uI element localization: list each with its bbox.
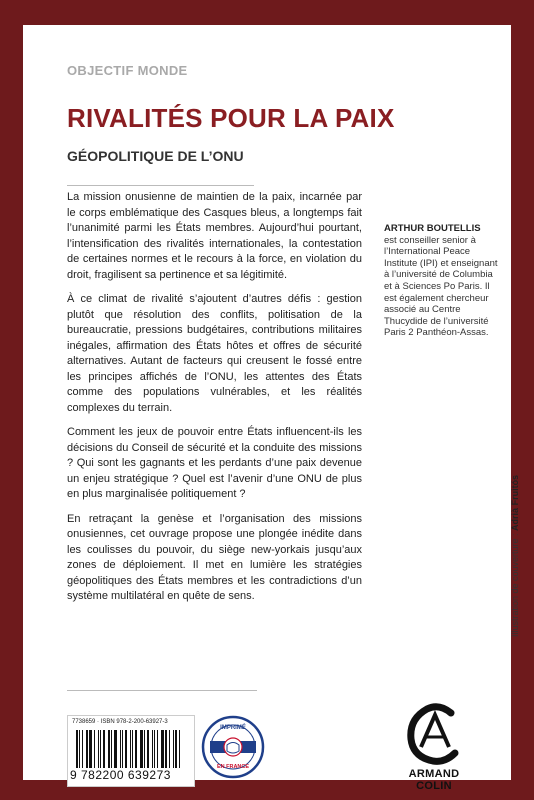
blurb (67, 190, 362, 614)
cover-credit (510, 475, 520, 637)
barcode-bar (161, 730, 164, 768)
series-name: OBJECTIF MONDE (67, 63, 188, 78)
barcode-bar (122, 730, 123, 768)
barcode-bar (147, 730, 149, 768)
barcode-bar (100, 730, 101, 768)
badge-bottom-text: EN FRANCE (216, 764, 250, 770)
blurb-paragraph: La mission onusienne de maintien de la paix, incarnée par le corps emblématique des Casques bleus, a longtemps fait l’unanimité parmi les États membres. Aujourd’hui pourtant, l’intensification des rivalités internationales, la contestation de certaines normes et le recours à la force, en violation du droit, fragilisent sa pertinence et sa légitimité. (67, 191, 362, 281)
barcode-bar (154, 730, 155, 768)
author-bio (384, 223, 499, 339)
barcode-bar (144, 730, 145, 768)
barcode-bar (179, 730, 180, 768)
barcode-bar (140, 730, 143, 768)
barcode-bar (108, 730, 110, 768)
author-description: est conseiller senior à l’International Peace Institute (IPI) et enseignant à l’université de Columbia et à Sciences Po Paris. Il est également chercheur associé au Centre Thucydide de l’université Paris 2 Panthéon-Assas. (384, 234, 498, 339)
publisher-logo (393, 701, 475, 792)
publisher-name: ARMAND COLIN (408, 768, 460, 792)
barcode-bar (130, 730, 131, 768)
barcode-bars (76, 730, 184, 768)
isbn-line: 7738659 · ISBN 978-2-200-63927-3 (72, 719, 168, 725)
barcode-bar (152, 730, 153, 768)
author-name: ARTHUR BOUTELLIS (384, 223, 481, 234)
barcode-bar (94, 730, 95, 768)
book-subtitle: GÉOPOLITIQUE DE L’ONU (67, 148, 244, 164)
barcode-bar (103, 730, 105, 768)
blurb-paragraph: En retraçant la genèse et l’organisation des missions onusiennes, cet ouvrage propose une plongée inédite dans les coulisses du pouvoir, du siège new-yorkais jusqu’aux zones de déploiement. Il met en lumière les stratégies géopolitiques des États membres et les contradictions d’un système multilatéral en quête de sens. (67, 512, 362, 602)
barcode (67, 715, 195, 787)
barcode-number: 9 782200 639273 (70, 768, 171, 782)
barcode-bar (86, 730, 88, 768)
printed-in-france-badge-icon (201, 715, 265, 779)
barcode-bar (169, 730, 170, 768)
blurb-paragraph: Comment les jeux de pouvoir entre États influencent-ils les décisions du Conseil de sécurité et la conduite des missions ? Qui sont les gagnants et les perdants d’une paix devenue un enjeu stratégique ? Quel est l’avenir d’une ONU de plus en plus marginalisée politiquement ? (67, 426, 362, 500)
barcode-bar (89, 730, 92, 768)
credit-label: Illustration de couverture : (510, 530, 520, 637)
barcode-bar (79, 730, 80, 768)
blurb-paragraph: À ce climat de rivalité s’ajoutent d’autres défis : gestion plutôt que résolution des conflits, politisation de la bureaucratie, pressions budgétaires, contributions militaires inégales, affirmation des États hôtes et offres de sécurité alternatives. Autant de facteurs qui creusent le fossé entre les principes affichés de l’ONU, les attentes des États comme des populations vulnérables, et les réalités complexes du terrain. (67, 293, 362, 414)
barcode-bar (165, 730, 167, 768)
barcode-bar (120, 730, 121, 768)
badge-top-text: IMPRIMÉ (220, 725, 246, 731)
barcode-bar (114, 730, 117, 768)
barcode-bar (175, 730, 177, 768)
back-cover (23, 25, 520, 792)
barcode-bar (132, 730, 133, 768)
barcode-bar (98, 730, 99, 768)
barcode-bar (82, 730, 83, 768)
divider (67, 690, 257, 691)
credit-name: Adrià Fruitós (510, 474, 520, 531)
barcode-bar (157, 730, 158, 768)
book-title: RIVALITÉS POUR LA PAIX (67, 103, 395, 133)
barcode-bar (76, 730, 78, 768)
barcode-bar (111, 730, 112, 768)
barcode-bar (135, 730, 137, 768)
divider (67, 185, 254, 186)
barcode-bar (173, 730, 174, 768)
barcode-bar (125, 730, 127, 768)
armand-colin-logo-icon (399, 701, 469, 765)
